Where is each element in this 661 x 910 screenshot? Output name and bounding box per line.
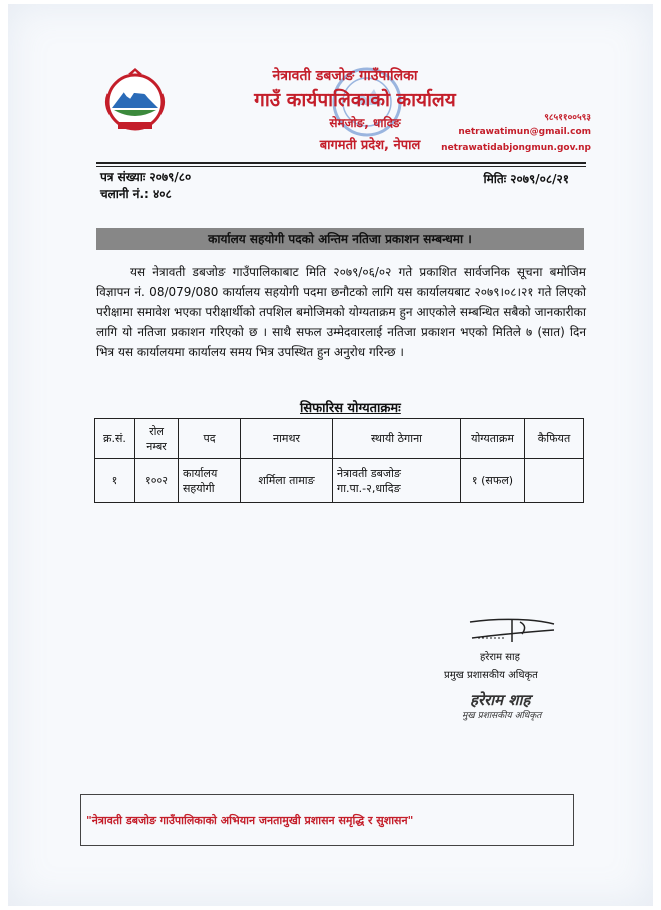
cell-roll: १००२ bbox=[135, 459, 179, 503]
signer-name: हरेराम साह bbox=[480, 652, 520, 663]
email-address: netrawatimun@gmail.com bbox=[458, 127, 591, 137]
signer-title: प्रमुख प्रशासकीय अधिकृत bbox=[444, 670, 538, 681]
phone-number: ९८५११००५९३ bbox=[544, 113, 591, 123]
office-province: बागमती प्रदेश, नेपाल bbox=[319, 138, 421, 153]
col-rank: योग्यताक्रम bbox=[461, 419, 525, 459]
name-stamp: हरेराम शाह bbox=[470, 691, 531, 709]
municipality-name: नेत्रावती डबजोङ गाउँपालिका bbox=[272, 68, 418, 84]
cell-name: शर्मिला तामाङ bbox=[241, 459, 333, 503]
body-paragraph: यस नेत्रावती डबजोङ गाउँपालिकाबाट मिति २०७९/०६/०२ गते प्रकाशित सार्वजनिक सूचना बमोजिम विज्ञापन नं. 08/079/080 कार्यालय सहयोगी पदमा छनौटको लागि यस कार्यालयबाट २०७९।०८।२१ गते लिएको परीक्षामा समावेश भएका परीक्षार्थीको तपशिल बमोजिमको योग्यताक्रम हुन आएकोले सम्बन्धित सबैको जानकारीका लागि यो नतिजा प्रकाशन गरिएको छ । साथै सफल उम्मेदवारलाई नतिजा प्रकाशन भएको मितिले ७ (सात) दिन भित्र यस कार्यालयमा कार्यालय समय भित्र उपस्थित हुन अनुरोध गरिन्छ । bbox=[96, 265, 586, 359]
website: netrawatidabjongmun.gov.np bbox=[441, 143, 591, 153]
slogan-text: "नेत्रावती डबजोङ गाउँपालिकाको अभियान जनतामुखी प्रशासन समृद्धि र सुशासन" bbox=[86, 814, 414, 827]
col-serial: क्र.सं. bbox=[95, 419, 135, 459]
header-divider-thin bbox=[96, 166, 586, 167]
nepal-emblem-icon bbox=[100, 64, 170, 134]
table-header-row bbox=[95, 419, 584, 459]
col-address: स्थायी ठेगाना bbox=[333, 419, 461, 459]
col-post: पद bbox=[179, 419, 241, 459]
signature-mark bbox=[468, 612, 558, 646]
subject-line: कार्यालय सहयोगी पदको अन्तिम नतिजा प्रकाशन सम्बन्धमा । bbox=[96, 228, 584, 250]
col-remarks: कैफियत bbox=[525, 419, 584, 459]
letter-date: मितिः २०७९/०८/२१ bbox=[483, 172, 569, 186]
table-row bbox=[95, 459, 584, 503]
header-divider bbox=[96, 162, 586, 164]
letter-number: पत्र संख्याः २०७९/८० bbox=[100, 170, 192, 184]
title-stamp: मुख प्रशासकीय अधिकृत bbox=[462, 711, 542, 721]
cell-remarks bbox=[525, 459, 584, 503]
cell-post: कार्यालय सहयोगी bbox=[179, 459, 241, 503]
col-roll: रोल नम्बर bbox=[135, 419, 179, 459]
office-name: गाउँ कार्यपालिकाको कार्यालय bbox=[254, 89, 456, 111]
table-title: सिफारिस योग्यताक्रमः bbox=[300, 401, 401, 416]
results-table bbox=[94, 418, 584, 503]
cell-serial: १ bbox=[95, 459, 135, 503]
dispatch-number: चलानी नं.: ४०८ bbox=[100, 187, 172, 201]
cell-address: नेत्रावती डबजोङ गा.पा.-२,धादिङ bbox=[333, 459, 461, 503]
cell-rank: १ (सफल) bbox=[461, 459, 525, 503]
col-name: नामथर bbox=[241, 419, 333, 459]
office-location: सेमजोङ, धादिङ bbox=[329, 116, 401, 130]
